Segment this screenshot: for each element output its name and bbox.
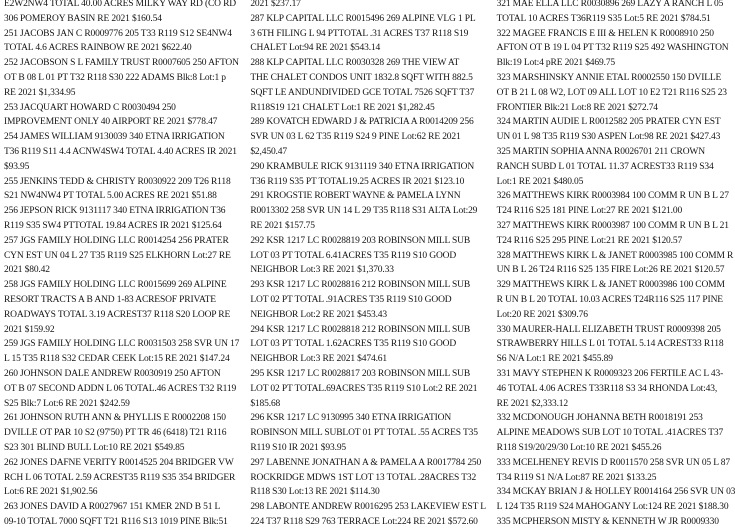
listing-line: 323 MARSHINSKY ANNIE ETAL R0002550 150 DVILLE [496,72,722,83]
listing-line: 321 MAE ELLA LLC R0030896 269 LAZY A RANCH L 05 [496,0,724,9]
listing-line: 306 POMEROY BASIN RE 2021 $160.54 [4,13,162,24]
listing-line: LOT 03 PT TOTAL 1.62ACRES T35 R119 S10 GOOD [250,339,457,350]
listing-line: 325 MARTIN SOPHIA ANNA R0026701 211 CROWN [496,146,705,157]
listing-line: 2021 $159.92 [4,324,55,335]
listing-line: CYN EST UN 04 L 27 T35 R119 S25 ELKHORN Lot:27 RE [4,250,231,261]
listing-line: ALPINE MEADOWS SUB LOT 10 TOTAL .41ACRES T37 [496,428,724,439]
listing-line: Lot:20 RE 2021 $309.76 [496,309,588,320]
listing-line: 287 KLP CAPITAL LLC R0015496 269 ALPINE VLG 1 PL [250,13,476,24]
listing-line: R119 S10 IR 2021 $93.95 [250,442,347,453]
listing-line: T34 R119 S1 N/A Lot:87 RE 2021 $133.25 [496,472,657,483]
listing-line: 3 6TH FILING L 94 PTTOTAL .31 ACRES T37 R118 S19 [250,28,469,39]
listing-line: CHALET Lot:94 RE 2021 $543.14 [250,43,381,54]
listing-line: L 15 T35 R118 S32 CEDAR CEEK Lot:15 RE 2021 $147.24 [4,354,230,365]
listing-line: STRAWBERRY HILLS L 01 TOTAL 5.14 ACREST33 R118 [496,339,724,350]
listing-line: 330 MAURER-HALL ELIZABETH TRUST R0009398 205 [496,324,721,335]
listing-line: NEIGHBOR Lot:3 RE 2021 $474.61 [250,354,388,365]
listing-line: RANCH SUBD L 01 TOTAL 11.37 ACREST33 R119 S34 [496,161,714,172]
listing-line: NEIGHBOR Lot:3 RE 2021 $1,370.33 [250,265,394,276]
listing-line: 256 JEPSON RICK 9131117 340 ETNA IRRIGATION T36 [4,206,226,217]
listing-line: T36 R119 S11 4.4 ACNW4SW4 TOTAL 4.40 ACRES IR 2021 [4,146,237,157]
listing-line: 297 LABENNE JONATHAN A & PAMELA A R0017784 250 [250,457,482,468]
listing-line: Blk:19 Lot:4 pRE 2021 $469.75 [496,58,616,69]
listing-line: 335 MCPHERSON MISTY & KENNETH W JR R0009330 [496,516,719,527]
listing-line: S21 NW4NW4 PT TOTAL 5.00 ACRES RE 2021 $51.88 [4,191,217,202]
listing-line: 288 KLP CAPITAL LLC R0030328 269 THE VIEW AT [250,58,460,69]
listing-line: 263 JONES DAVID A R0027967 151 KMER 2ND B 51 L [4,502,221,513]
listing-line: TOTAL 4.6 ACRES RAINBOW RE 2021 $622.40 [4,43,192,54]
listing-line: R UN B L 20 TOTAL 10.03 ACRES T24R116 S25 117 PINE [496,294,723,305]
listing-line: SQFT LE ANDUNDIVIDED GCE TOTAL 7526 SQFT T37 [250,87,475,98]
listing-line: 257 JGS FAMILY HOLDING LLC R0014254 256 PRATER [4,235,229,246]
listing-line: LOT 02 PT TOTAL .91ACRES T35 R119 S10 GOOD [250,294,452,305]
listing-line: UN 01 L 98 T35 R119 S30 ASPEN Lot:98 RE 2021 $427.43 [496,132,721,143]
listing-line: $185.68 [250,398,281,409]
listing-line: RE 2021 $157.75 [250,220,315,231]
listing-line: 259 JGS FAMILY HOLDING LLC R0031503 258 SVR UN 17 [4,339,240,350]
listing-line: OT B 07 SECOND ADDN L 06 TOTAL.46 ACRES T32 R119 [4,383,237,394]
listing-line: 331 MAVY STEPHEN K R0009323 206 FERTILE AC L 43- [496,368,724,379]
listing-line: 329 MATTHEWS KIRK L & JANET R0003986 100 COMM [496,280,725,291]
listing-line: LOT 02 PT TOTAL.69ACRES T35 R119 S10 Lot:2 RE 2021 [250,383,478,394]
listing-line: 327 MATTHEWS KIRK R0003987 100 COMM R UN B L 21 [496,220,729,231]
listing-line: 252 JACOBSON S L FAMILY TRUST R0007605 250 AFTON [4,58,239,69]
listing-line: R118 S30 Lot:13 RE 2021 $114.30 [250,487,380,498]
listing-line: R119 S35 SW4 PTTOTAL 19.84 ACRES IR 2021 $125.64 [4,220,222,231]
listing-line: T24 R116 S25 295 PINE Lot:21 RE 2021 $120.57 [496,235,683,246]
listing-line: 09-10 TOTAL 7000 SQFT T21 R116 S13 1019 PINE Blk:51 [4,516,228,527]
listing-line: R118 S19/20/29/30 Lot:10 RE 2021 $455.26 [496,442,662,453]
listing-line: 224 T37 R118 S29 763 TERRACE Lot:224 RE 2021 $572.60 [250,516,478,527]
listing-line: 294 KSR 1217 LC R0028818 212 ROBINSON MILL SUB [250,324,471,335]
listing-line: 258 JGS FAMILY HOLDING LLC R0015699 269 ALPINE [4,280,227,291]
listing-line: L 124 T35 R119 S24 MAHOGANY Lot:124 RE 2021 $188.30 [496,502,729,513]
listing-line: 328 MATTHEWS KIRK L & JANET R0003985 100 COMM R [496,250,734,261]
listing-line: 332 MCDONOUGH JOHANNA BETH R0018191 253 [496,413,703,424]
listing-line: FRONTIER Blk:21 Lot:8 RE 2021 $272.74 [496,102,658,113]
listing-line: OT B 21 L 08 W2, LOT 09 ALL LOT 10 E2 T21 R116 S25 23 [496,87,727,98]
listing-line: 289 KOVATCH EDWARD J & PATRICIA A R0014209 256 [250,117,474,128]
column-middle [250,0,486,527]
listing-line: $93.95 [4,161,30,172]
listing-line: 261 JOHNSON RUTH ANN & PHYLLIS E R0002208 150 [4,413,226,424]
listing-line: 298 LABONTE ANDREW R0016295 253 LAKEVIEW EST L [250,502,486,513]
listing-line: 322 MAGEE FRANCIS E III & HELEN K R0008910 250 [496,28,714,39]
listing-line: RESORT TRACTS A B AND 1-83 ACRESOF PRIVATE [4,294,216,305]
listing-line: 296 KSR 1217 LC 9130995 340 ETNA IRRIGATION [250,413,452,424]
listing-line: R0013302 258 SVR UN 14 L 29 T35 R118 S31 ALTA Lot:29 [250,206,478,217]
listing-line: 295 KSR 1217 LC R0028817 203 ROBINSON MILL SUB [250,368,471,379]
listing-line: ROADWAYS TOTAL 3.19 ACREST37 R118 S20 LOOP RE [4,309,231,320]
listing-line: SVR UN 03 L 62 T35 R119 S24 9 PINE Lot:62 RE 2021 [250,132,461,143]
listing-line: 254 JAMES WILLIAM 9130039 340 ETNA IRRIGATION [4,132,225,143]
listing-line: TOTAL 10 ACRES T36R119 S35 Lot:5 RE 2021 $784.51 [496,13,711,24]
listing-line: 255 JENKINS TEDD & CHRISTY R0030922 209 T26 R118 [4,176,231,187]
listing-line: ROCKRIDGE MDWS 1ST LOT 13 TOTAL .28ACRES T32 [250,472,477,483]
listing-line: RE 2021 $2,333.12 [496,398,568,409]
listing-line: R118S19 121 CHALET Lot:1 RE 2021 $1,282.45 [250,102,435,113]
column-right [496,0,735,527]
listing-line: LOT 03 PT TOTAL 6.41ACRES T35 R119 S10 GOOD [250,250,457,261]
listing-line: 46 TOTAL 4.06 ACRES T33R118 S3 34 RHONDA Lot:43, [496,383,718,394]
listing-line: T36 R119 S35 PT TOTAL19.25 ACRES IR 2021 $123.10 [250,176,465,187]
listing-line: S25 Blk:7 Lot:6 RE 2021 $242.59 [4,398,130,409]
listing-line: 290 KRAMBULE RICK 9131119 340 ETNA IRRIGATION [250,161,475,172]
listing-line: DVILLE OT PAR 10 S2 (97'50) PT TR 46 (6418) T21 R116 [4,428,227,439]
listing-line: NEIGHBOR Lot:2 RE 2021 $453.43 [250,309,388,320]
listing-line: 334 MCKAY BRIAN J & HOLLEY R0014164 256 SVR UN 03 [496,487,735,498]
listing-line: UN B L 26 T24 R116 S25 135 FIRE Lot:26 RE 2021 $120.57 [496,265,725,276]
listing-line: Lot:1 RE 2021 $480.05 [496,176,584,187]
listing-line: 292 KSR 1217 LC R0028819 203 ROBINSON MILL SUB [250,235,471,246]
listing-line: 262 JONES DAFNE VERITY R0014525 204 BRIDGER VW [4,457,234,468]
listing-line: 2021 $237.17 [250,0,301,9]
listing-line: S23 301 BLIND BULL Lot:10 RE 2021 $549.85 [4,442,185,453]
listing-line: 326 MATTHEWS KIRK R0003984 100 COMM R UN B L 27 [496,191,729,202]
listing-line: 333 MCELHENEY REVIS D R0011570 258 SVR UN 05 L 87 [496,457,730,468]
listing-line: 251 JACOBS JAN C R0009776 205 T33 R119 S12 SE4NW4 [4,28,232,39]
listing-line: $2,450.47 [250,146,287,157]
listing-line: 253 JACQUART HOWARD C R0030494 250 [4,102,176,113]
listing-line: Lot:6 RE 2021 $1,902.56 [4,487,98,498]
listing-line: RCH L 06 TOTAL 2.59 ACREST35 R119 S35 354 BRIDGER [4,472,236,483]
listing-line: OT B 08 L 01 PT T32 R118 S30 222 ADAMS Blk:8 Lot:1 p [4,72,226,83]
listing-line: S6 N/A Lot:1 RE 2021 $455.89 [496,354,613,365]
listing-line: 324 MARTIN AUDIE L R0012582 205 PRATER CYN EST [496,117,721,128]
listing-line: 293 KSR 1217 LC R0028816 212 ROBINSON MILL SUB [250,280,471,291]
listing-line: THE CHALET CONDOS UNIT 1832.8 SQFT WITH 882.5 [250,72,473,83]
listing-line: RE 2021 $1,334.95 [4,87,76,98]
listing-line: 291 KROGSTIE ROBERT WAYNE & PAMELA LYNN [250,191,461,202]
listing-line: ROBINSON MILL SUBLOT 01 PT TOTAL .55 ACRES T35 [250,428,478,439]
listing-line: 2021 $80.42 [4,265,50,276]
listing-line: AFTON OT B 19 L 04 PT T32 R119 S25 492 WASHINGTON [496,43,729,54]
listing-line: 260 JOHNSON DALE ANDREW R0030919 250 AFTON [4,368,221,379]
listing-line: E2W2NW4 TOTAL 40.00 ACRES MILKY WAY RD (CO RD [4,0,237,9]
listing-line: IMPROVEMENT ONLY 40 AIRPORT RE 2021 $778.47 [4,117,218,128]
column-left [4,0,240,527]
listing-line: T24 R116 S25 181 PINE Lot:27 RE 2021 $121.00 [496,206,683,217]
